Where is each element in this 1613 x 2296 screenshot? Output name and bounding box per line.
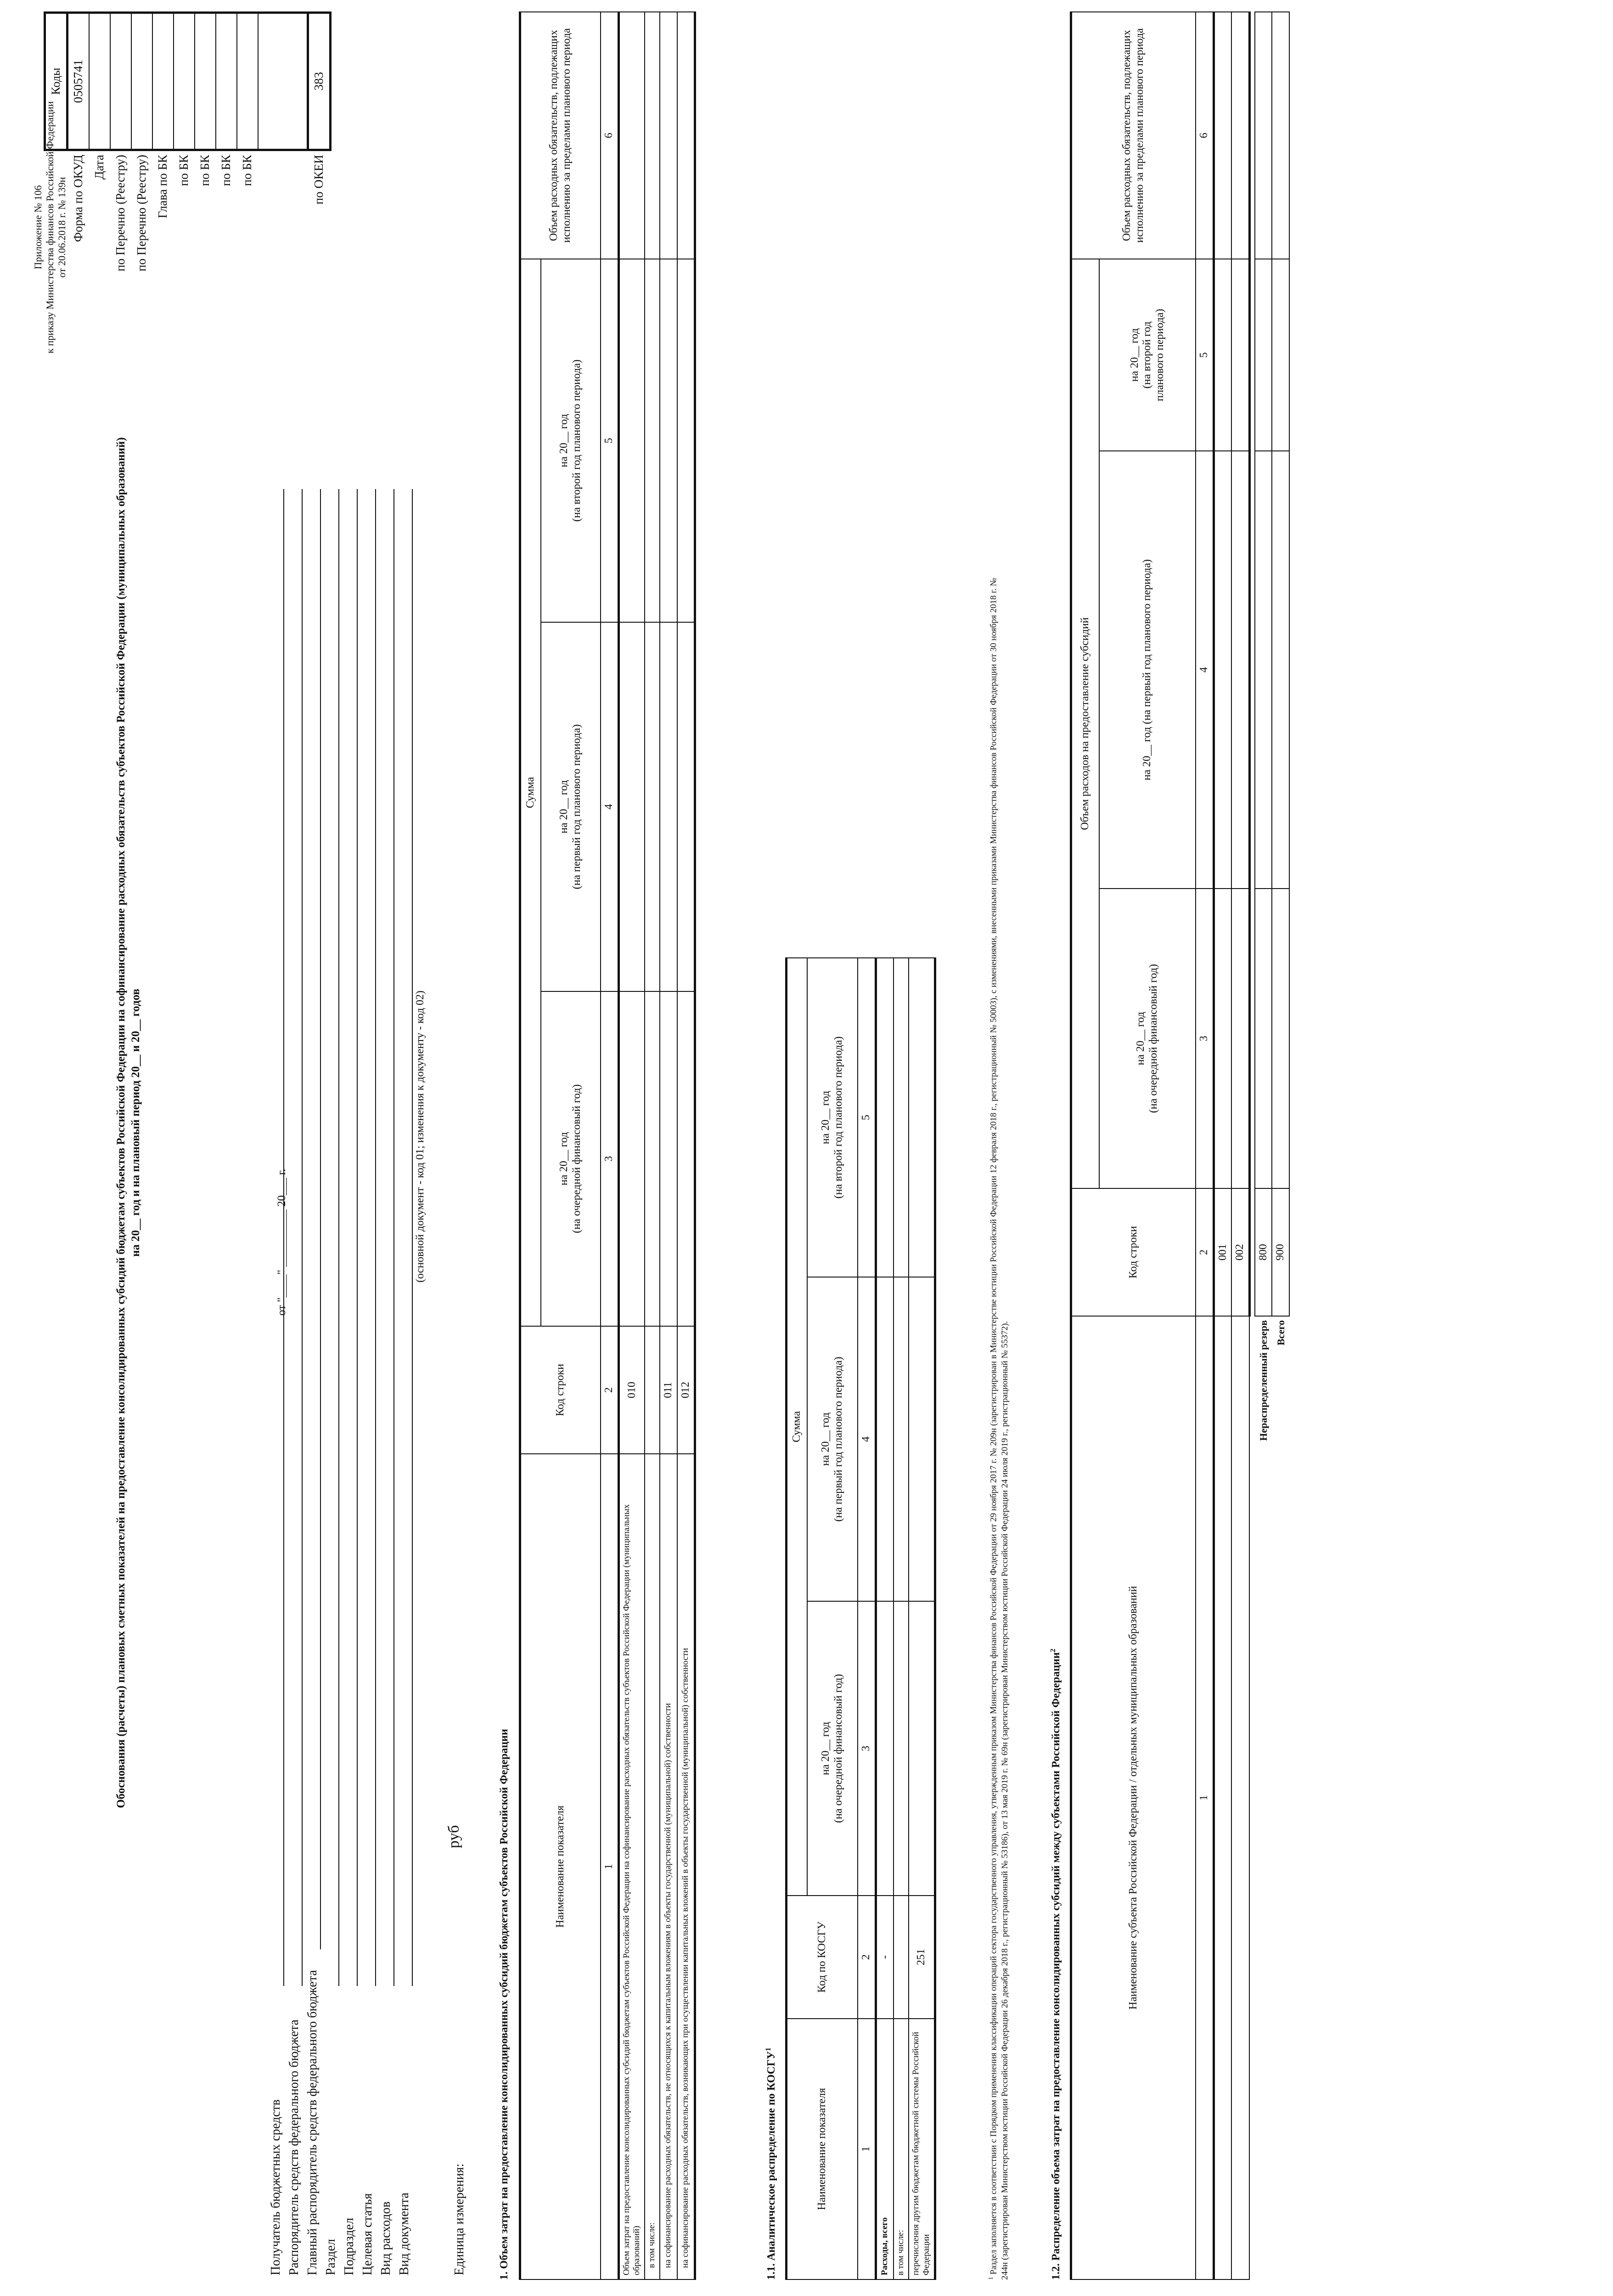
footnote-1	[987, 11, 1011, 2280]
s1-col-code: Код строки	[520, 1326, 601, 1454]
s1-num-3: 3	[601, 991, 618, 1326]
doc-kind-note: (основной документ - код 01; изменения к документу - код 02)	[414, 990, 426, 1283]
s11-col-y1: на 20__ год (на очередной финансовый год)	[807, 1601, 858, 1896]
codes-label-registry2: по Перечню (Реестру)	[135, 155, 149, 271]
codes-value-podrazdel	[195, 13, 216, 150]
section12-table	[1070, 11, 1290, 2280]
appendix-line1: Приложение № 106	[32, 185, 44, 270]
s1-row-name: на софинансирование расходных обязательств, не относящихся к капитальным вложениям в объекты государственной (муниципальной) собственности	[660, 1454, 677, 2279]
s11-num-2: 2	[858, 1896, 876, 2019]
table-row	[894, 958, 909, 2279]
section12-heading-sup: 2	[1049, 1649, 1057, 1653]
codes-value-vid	[237, 13, 258, 150]
s1-col-beyond: Объем расходных обязательств, подлежащих исполнению за пределами планового периода	[520, 12, 601, 259]
s11-num-1: 1	[858, 2019, 876, 2279]
codes-value-glava	[152, 13, 174, 150]
s11-num-4: 4	[858, 1277, 876, 1601]
section12-heading-text: 1.2. Распределение объема затрат на предоставление консолидированных субсидий между субъектами Российской Федерации	[1050, 1652, 1062, 2280]
field-vid-document-line	[412, 489, 413, 1986]
title-line2: на 20__ год и на плановый период 20__ и 20__ годов	[129, 989, 142, 1257]
s12-col-y2: на 20__ год (на первый год планового периода)	[1099, 451, 1196, 889]
s12-row-code: 900	[1272, 1188, 1289, 1316]
s12-num-6: 6	[1196, 12, 1214, 259]
s12-num-3: 3	[1196, 889, 1214, 1188]
s12-col-y1: на 20__ год (на очередной финансовый год)	[1099, 889, 1196, 1188]
codes-table	[44, 11, 332, 452]
s1-col-y2: на 20__ год (на первый год планового периода)	[541, 622, 601, 991]
footnote-1-mark: 1	[988, 2277, 995, 2280]
section11-table	[785, 957, 936, 2280]
title-line1: Обоснования (расчеты) плановых сметных показателей на предоставление консолидированных субсидий бюджетам субъектов Российской Федерации на софинансирование расходных обязательств субъектов Российской Федерации (муниципальных образований)	[115, 437, 127, 1808]
codes-label-target: по БК	[219, 155, 233, 186]
s11-num-3: 3	[858, 1601, 876, 1896]
s1-row-name: на софинансирование расходных обязательств, возникающих при осуществлении капитальных вложений в объекты государственной (муниципальной) собственности	[677, 1454, 695, 2279]
codes-value-okei: 383	[308, 13, 330, 150]
s1-row-code: 012	[677, 1326, 695, 1454]
field-main-distributor-line	[320, 489, 321, 1949]
section11-heading	[764, 2048, 778, 2280]
s12-num-1: 1	[1196, 1316, 1214, 2279]
footnote-1-text1: Раздел заполняется в соответствии с Порядком применения классификации операций сектора государственного управления, утвержденным приказом Министерства финансов Российской Федерации от 29 ноября 2017 г. № 209н (зарегистрирован в Министерстве юстиции Российской Федерации 12 февраля 2018 г., регистрационный № 50003), с изменениями, внесенными приказами Министерства финансов Российской Федерации от 30 ноября 2018 г. №	[989, 578, 999, 2275]
s1-row-code: 011	[660, 1326, 677, 1454]
table-row	[677, 12, 695, 2279]
field-vid-rashodov-line	[393, 489, 394, 1986]
field-main-distributor: Главный распорядитель средств федерального бюджета	[305, 1970, 320, 2275]
codes-label-registry1: по Перечню (Реестру)	[113, 155, 128, 271]
date-line: от "____" __________ 20___ г.	[275, 1169, 288, 1316]
table-row	[618, 12, 645, 2279]
codes-header: Коды	[45, 13, 67, 150]
s12-col-code: Код строки	[1071, 1188, 1196, 1316]
codes-value-doc	[258, 13, 308, 150]
codes-value-target	[216, 13, 237, 150]
s11-col-name: Наименование показателя	[787, 2019, 858, 2279]
field-vid-rashodov: Вид расходов	[379, 2201, 393, 2275]
field-target: Целевая статья	[360, 2193, 375, 2275]
table-row	[660, 12, 677, 2279]
s1-col-y3: на 20__ год (на второй год планового периода)	[541, 259, 601, 622]
table-row	[876, 958, 894, 2279]
appendix-line2: к приказу Министерства финансов Российской Федерации	[44, 101, 56, 354]
s12-col-beyond: Объем расходных обязательств, подлежащих исполнению за пределами планового периода	[1071, 12, 1196, 259]
s11-num-5: 5	[858, 958, 876, 1277]
appendix-line3: от 20.06.2018 г. № 139н	[56, 177, 67, 278]
section1-heading: 1. Объем затрат на предоставление консолидированных субсидий бюджетам субъектов Российской Федерации	[498, 1729, 510, 2280]
s1-col-y1: на 20__ год (на очередной финансовый год)	[541, 991, 601, 1326]
s12-row-name: Нераспределенный резерв	[1257, 1320, 1269, 1441]
s1-col-sum: Сумма	[520, 259, 541, 1326]
codes-value-registry1	[110, 13, 131, 150]
s12-row-code: 002	[1231, 1188, 1249, 1316]
field-podrazdel-line	[357, 489, 358, 1986]
unit-label: Единица измерения:	[452, 2163, 466, 2275]
table-row	[909, 958, 935, 2279]
codes-label-vid: по БК	[240, 155, 254, 186]
s12-row-name	[1214, 1316, 1231, 2279]
field-podrazdel: Подраздел	[342, 2217, 356, 2275]
table-row	[1231, 12, 1249, 2279]
s12-row-code: 800	[1255, 1188, 1272, 1316]
s12-num-5: 5	[1196, 259, 1214, 451]
field-razdel: Раздел	[324, 2239, 338, 2275]
section1-table	[519, 11, 696, 2280]
field-distributor-line	[302, 489, 303, 1986]
footnote-1-text2: 244н (зарегистрирован Министерством юстиции Российской Федерации 26 декабря 2018 г., регистрационный № 53186), от 13 мая 2019 г. № 69н (зарегистрирован Министерством юстиции Российской Федерации 24 июля 2019 г., регистрационный № 55372).	[1000, 1321, 1010, 2280]
codes-value-okud: 0505741	[67, 13, 90, 150]
s12-col-name: Наименование субъекта Российской Федерации / отдельных муниципальных образований	[1071, 1316, 1196, 2279]
s1-num-6: 6	[601, 12, 618, 259]
s11-col-y2: на 20__ год (на первый год планового периода)	[807, 1277, 858, 1601]
codes-label-razdel: по БК	[177, 155, 191, 186]
s11-col-y3: на 20__ год (на второй год планового периода)	[807, 958, 858, 1277]
unit-value: руб	[445, 1825, 462, 1848]
s12-row-name	[1231, 1316, 1249, 2279]
section11-heading-sup: 1	[764, 2047, 772, 2051]
s11-col-kosgu: Код по КОСГУ	[787, 1896, 858, 2019]
s1-num-2: 2	[601, 1326, 618, 1454]
table-row	[645, 12, 660, 2279]
s1-num-1: 1	[601, 1454, 618, 2279]
s12-col-y3: на 20__ год (на второй год планового периода)	[1099, 259, 1196, 451]
table-row	[1249, 12, 1255, 2279]
s12-row-name: Всего	[1275, 1320, 1287, 1345]
s1-num-5: 5	[601, 259, 618, 622]
codes-value-registry2	[131, 13, 152, 150]
s11-row-name: перечисления другим бюджетам бюджетной системы Российской Федерации	[909, 2019, 935, 2279]
codes-label-okud: Форма по ОКУД	[71, 155, 85, 242]
section12-heading	[1049, 1649, 1062, 2280]
field-vid-document: Вид документа	[397, 2192, 411, 2275]
field-target-line	[375, 489, 376, 1986]
s11-col-sum: Сумма	[787, 958, 808, 1896]
codes-value-date	[89, 13, 110, 150]
codes-label-okei: по ОКЕИ	[311, 155, 326, 205]
s1-row-name: Объем затрат на предоставление консолидированных субсидий бюджетам субъектов Российской Федерации на софинансирование расходных обязательств субъектов Российской Федерации (муниципальных образований)	[618, 1454, 645, 2279]
codes-label-glava: Глава по БК	[156, 155, 170, 219]
s11-row-code: -	[876, 1896, 894, 2019]
field-recipient: Получатель бюджетных средств	[269, 2099, 283, 2275]
s1-col-name: Наименование показателя	[520, 1454, 601, 2279]
table-row	[1255, 12, 1272, 2279]
table-row	[1214, 12, 1231, 2279]
s1-num-4: 4	[601, 622, 618, 991]
field-distributor: Распорядитель средств федерального бюджета	[287, 2019, 301, 2275]
s11-row-name: в том числе:	[894, 2019, 909, 2279]
s11-row-name: Расходы, всего	[876, 2019, 894, 2279]
s12-num-4: 4	[1196, 451, 1214, 889]
s12-num-2: 2	[1196, 1188, 1214, 1316]
s11-row-code: 251	[909, 1896, 935, 2019]
codes-label-podrazdel: по БК	[198, 155, 212, 186]
s12-row-code: 001	[1214, 1188, 1231, 1316]
codes-label-date: Дата	[92, 155, 107, 180]
section11-heading-text: 1.1. Аналитическое распределение по КОСГУ	[765, 2051, 777, 2280]
table-row	[1272, 12, 1289, 2279]
codes-value-razdel	[174, 13, 195, 150]
s1-row-name: в том числе:	[645, 1454, 660, 2279]
field-recipient-line	[283, 489, 284, 1986]
field-razdel-line	[338, 489, 339, 1986]
s1-row-code: 010	[618, 1326, 645, 1454]
s12-col-volume: Объем расходов на предоставление субсидий	[1071, 259, 1100, 1188]
